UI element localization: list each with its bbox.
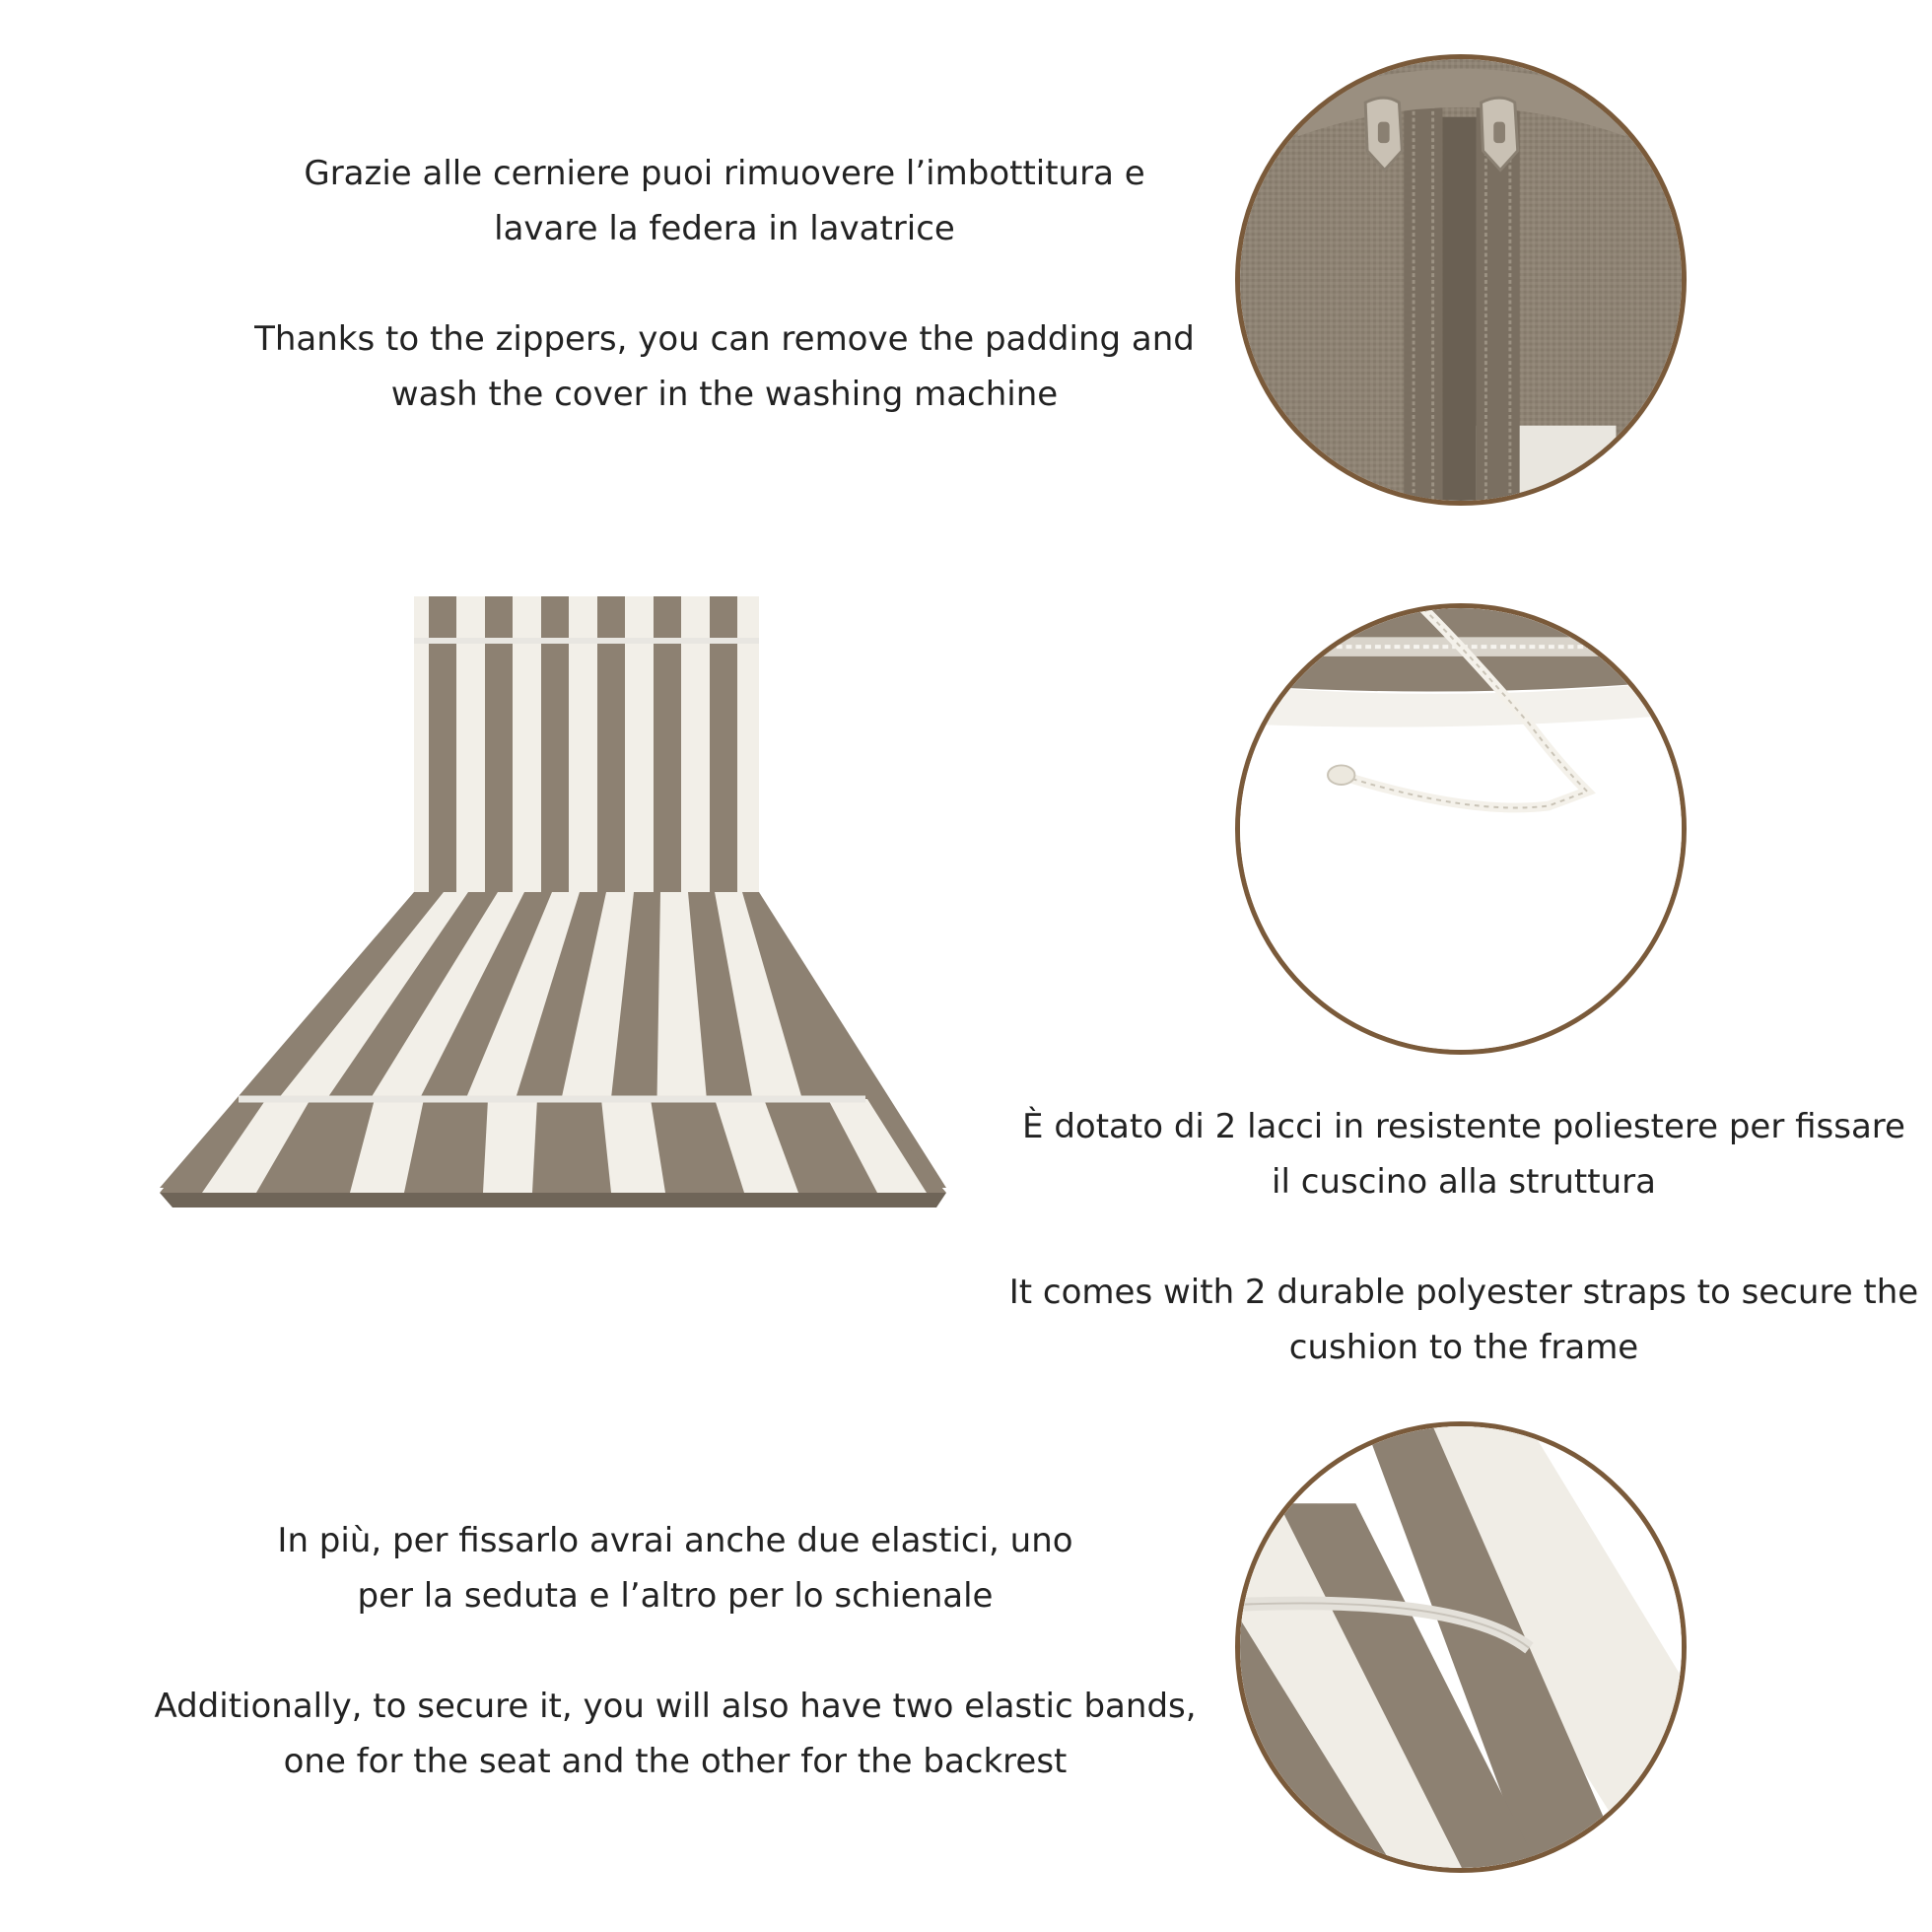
elastics-text-english: Additionally, to secure it, you will also have two elastic bands, one for the seat and the other for the backrest [154, 1687, 1197, 1781]
zippers-text-english: Thanks to the zippers, you can remove the padding and wash the cover in the washing machine [254, 319, 1195, 414]
zipper-closeup-image [1235, 54, 1687, 506]
zippers-text-italian: Grazie alle cerniere puoi rimuovere l’imbottitura e lavare la federa in lavatrice [304, 154, 1145, 248]
elastics-text-italian: In più, per fissarlo avrai anche due elastici, uno per la seduta e l’altro per lo schienale [277, 1521, 1073, 1616]
polyester-strap-closeup-image [1235, 603, 1687, 1055]
laces-description [996, 1099, 1932, 1375]
zippers-description [227, 146, 1222, 422]
elastic-band-closeup-image [1235, 1421, 1687, 1873]
laces-text-italian: È dotato di 2 lacci in resistente poliestere per fissare il cuscino alla struttura [1022, 1107, 1905, 1202]
sunbed-cushion-image [148, 586, 956, 1257]
elastics-description [118, 1513, 1232, 1789]
laces-text-english: It comes with 2 durable polyester straps to secure the cushion to the frame [1008, 1273, 1919, 1367]
